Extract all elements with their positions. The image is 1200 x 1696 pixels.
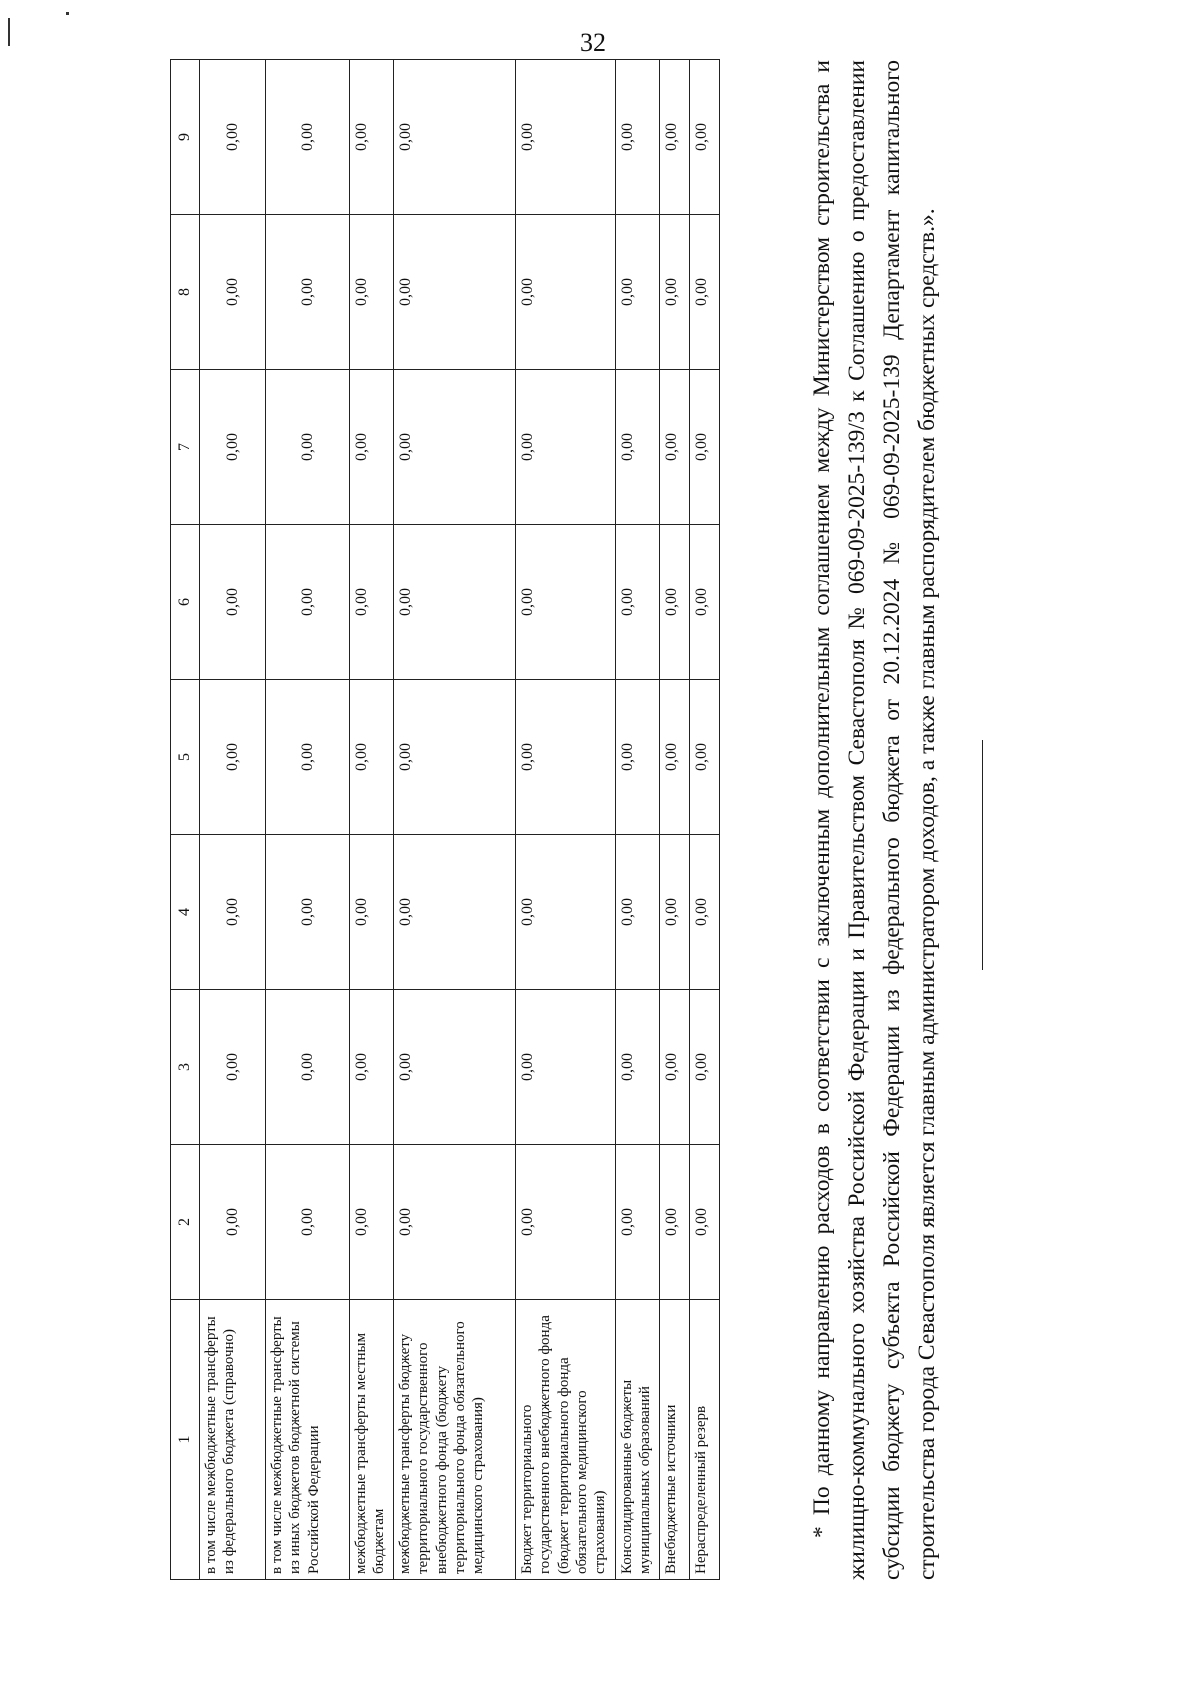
cell-value: 0,00 (350, 215, 394, 370)
row-label: в том числе межбюджетные трансферты из иных бюджетов бюджетной системы Российской Федерации (266, 1300, 350, 1580)
cell-value: 0,00 (350, 835, 394, 990)
cell-value: 0,00 (266, 215, 350, 370)
cell-value: 0,00 (690, 525, 720, 680)
cell-value: 0,00 (616, 525, 660, 680)
table-row (266, 60, 350, 1580)
table-row (394, 60, 516, 1580)
table-row (516, 60, 616, 1580)
row-label: межбюджетные трансферты местным бюджетам (350, 1300, 394, 1580)
cell-value: 0,00 (394, 525, 516, 680)
cell-value: 0,00 (616, 835, 660, 990)
table-row (660, 60, 690, 1580)
row-label: Внебюджетные источники (660, 1300, 690, 1580)
cell-value: 0,00 (690, 215, 720, 370)
budget-table (170, 59, 720, 1580)
cell-value: 0,00 (616, 215, 660, 370)
cell-value: 0,00 (266, 990, 350, 1145)
cell-value: 0,00 (516, 215, 616, 370)
cell-value: 0,00 (660, 835, 690, 990)
cell-value: 0,00 (350, 990, 394, 1145)
column-header: 5 (171, 680, 200, 835)
footnote-text: * По данному направлению расходов в соответствии с заключенным дополнительным соглашением между Министерством строительства и жилищно-коммунального хозяйства Российской Федерации и Правительством Севастополя № 069-09-2025-139/3 к Соглашению о предоставлении субсидии бюджету субъекта Российской Федерации из федерального бюджета от 20.12.2024 № 069-09-2025-139 Департамент капитального строительства города Севастополя является главным администратором доходов, а также главным распорядителем бюджетных средств.». (809, 60, 940, 1580)
cell-value: 0,00 (660, 680, 690, 835)
cell-value: 0,00 (394, 680, 516, 835)
column-header: 2 (171, 1145, 200, 1300)
cell-value: 0,00 (616, 60, 660, 215)
cell-value: 0,00 (616, 990, 660, 1145)
cell-value: 0,00 (616, 680, 660, 835)
column-header: 3 (171, 990, 200, 1145)
cell-value: 0,00 (394, 990, 516, 1145)
row-label: Нераспределенный резерв (690, 1300, 720, 1580)
cell-value: 0,00 (690, 60, 720, 215)
cell-value: 0,00 (660, 60, 690, 215)
row-label: межбюджетные трансферты бюджету территориального государственного внебюджетного фонда (бюджету территориального фонда обязательного медицинского страхования) (394, 1300, 516, 1580)
cell-value: 0,00 (394, 60, 516, 215)
scan-mark (66, 12, 69, 15)
cell-value: 0,00 (660, 370, 690, 525)
cell-value: 0,00 (266, 680, 350, 835)
column-header: 6 (171, 525, 200, 680)
cell-value: 0,00 (200, 525, 266, 680)
cell-value: 0,00 (350, 525, 394, 680)
table-header-row (171, 60, 200, 1580)
table-row (200, 60, 266, 1580)
cell-value: 0,00 (200, 990, 266, 1145)
cell-value: 0,00 (394, 835, 516, 990)
cell-value: 0,00 (394, 1145, 516, 1300)
table-row (616, 60, 660, 1580)
cell-value: 0,00 (516, 990, 616, 1145)
cell-value: 0,00 (266, 835, 350, 990)
column-header: 9 (171, 60, 200, 215)
cell-value: 0,00 (690, 370, 720, 525)
column-header: 4 (171, 835, 200, 990)
cell-value: 0,00 (690, 680, 720, 835)
row-label: Бюджет территориального государственного внебюджетного фонда (бюджет территориального фонда обязательного медицинского страхования) (516, 1300, 616, 1580)
cell-value: 0,00 (690, 835, 720, 990)
cell-value: 0,00 (266, 60, 350, 215)
cell-value: 0,00 (200, 370, 266, 525)
end-rule (982, 740, 983, 970)
cell-value: 0,00 (516, 1145, 616, 1300)
cell-value: 0,00 (616, 1145, 660, 1300)
footnote (805, 60, 945, 1580)
cell-value: 0,00 (516, 60, 616, 215)
cell-value: 0,00 (266, 525, 350, 680)
cell-value: 0,00 (394, 370, 516, 525)
cell-value: 0,00 (616, 370, 660, 525)
cell-value: 0,00 (266, 1145, 350, 1300)
cell-value: 0,00 (350, 370, 394, 525)
cell-value: 0,00 (200, 1145, 266, 1300)
cell-value: 0,00 (516, 525, 616, 680)
cell-value: 0,00 (660, 990, 690, 1145)
cell-value: 0,00 (660, 215, 690, 370)
cell-value: 0,00 (200, 835, 266, 990)
cell-value: 0,00 (660, 1145, 690, 1300)
column-header: 8 (171, 215, 200, 370)
cell-value: 0,00 (660, 525, 690, 680)
cell-value: 0,00 (200, 60, 266, 215)
rotated-content (170, 60, 1190, 1580)
column-header: 7 (171, 370, 200, 525)
cell-value: 0,00 (350, 60, 394, 215)
cell-value: 0,00 (394, 215, 516, 370)
column-header: 1 (171, 1300, 200, 1580)
scan-mark (8, 18, 10, 46)
table-row (690, 60, 720, 1580)
cell-value: 0,00 (690, 1145, 720, 1300)
cell-value: 0,00 (266, 370, 350, 525)
cell-value: 0,00 (350, 1145, 394, 1300)
page-number: 32 (580, 28, 606, 57)
table-row (350, 60, 394, 1580)
row-label: в том числе межбюджетные трансферты из федерального бюджета (справочно) (200, 1300, 266, 1580)
cell-value: 0,00 (690, 990, 720, 1145)
cell-value: 0,00 (200, 215, 266, 370)
row-label: Консолидированные бюджеты муниципальных образований (616, 1300, 660, 1580)
cell-value: 0,00 (516, 680, 616, 835)
cell-value: 0,00 (516, 370, 616, 525)
cell-value: 0,00 (516, 835, 616, 990)
cell-value: 0,00 (200, 680, 266, 835)
cell-value: 0,00 (350, 680, 394, 835)
